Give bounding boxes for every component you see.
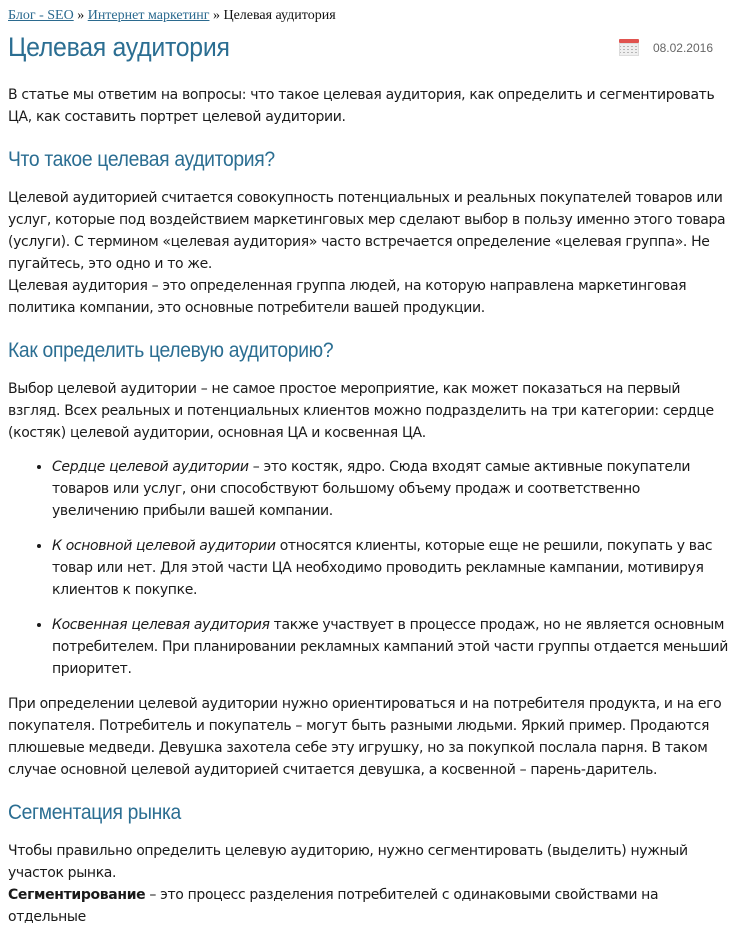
breadcrumb-separator: » [77,8,85,23]
definition-term: Сегментирование [8,887,146,903]
list-item-term: Косвенная целевая аудитория [52,617,270,633]
breadcrumb-current: Целевая аудитория [223,8,336,23]
list-item [52,456,730,522]
section-heading-segmentation: Сегментация рынка [8,801,181,824]
paragraph: При определении целевой аудитории нужно ориентироваться и на потребителя продукта, и на его покупателя. Потребитель и покупатель – могут быть разными людьми. Яркий пример. Продаются плюшевые медведи. Девушка захотела себе эту игрушку, но за покупкой послала парня. В таком случае основной целевой аудиторией считается девушка, а косвенной – парень-даритель. [8,696,722,778]
publish-date [619,39,713,56]
list-item [52,535,730,601]
definition-text: – это процесс разделения потребителей с одинаковыми свойствами на отдельные [8,887,659,925]
section-heading-how-to-define: Как определить целевую аудиторию? [8,339,334,362]
paragraph: Целевая аудитория – это определенная группа людей, на которую направлена маркетинговая политика компании, это основные потребители вашей продукции. [8,278,687,316]
breadcrumb [8,0,730,25]
date-text: 08.02.2016 [652,40,713,55]
list-item-text: также участвует в процессе продаж, но не является основным потребителем. При планировании рекламных кампаний этой части группы отдается меньший приоритет. [52,617,729,677]
paragraph: Выбор целевой аудитории – не самое простое мероприятие, как может показаться на первый взгляд. Всех реальных и потенциальных клиентов можно подразделить на три категории: сердце (костяк) целевой аудитории, основная ЦА и косвенная ЦА. [8,381,714,441]
list-item [52,614,730,680]
list-item-term: К основной целевой аудитории [52,538,276,554]
calendar-icon [619,39,639,56]
list-item-term: Сердце целевой аудитории [52,459,249,475]
intro-paragraph: В статье мы ответим на вопросы: что такое целевая аудитория, как определить и сегментировать ЦА, как составить портрет целевой аудитории. [8,87,715,125]
section-heading-what-is: Что такое целевая аудитория? [8,148,275,171]
list-item-text: – это костяк, ядро. Сюда входят самые активные покупатели товаров или услуг, они способствуют большому объему продаж и соответственно увеличению прибыли вашей компании. [52,459,691,519]
article-content [8,84,730,928]
paragraph: Чтобы правильно определить целевую аудиторию, нужно сегментировать (выделить) нужный участок рынка. [8,843,688,881]
breadcrumb-link-blog[interactable]: Блог - SEO [8,8,74,23]
breadcrumb-separator: » [212,8,220,23]
audience-categories-list [8,456,730,680]
page-title: Целевая аудитория [8,32,230,62]
paragraph: Целевой аудиторией считается совокупность потенциальных и реальных покупателей товаров или услуг, которые под воздействием маркетинговых мер сделают выбор в пользу именно этого товара (услуги). С термином «целевая аудитория» часто встречается определение «целевая группа». Не пугайтесь, это одно и то же. [8,190,726,272]
definition-paragraph [8,884,730,928]
title-row [8,25,730,75]
breadcrumb-link-category[interactable]: Интернет маркетинг [87,8,210,23]
list-item-text: относятся клиенты, которые еще не решили, покупать у вас товар или нет. Для этой части ЦА необходимо проводить рекламные кампании, мотивируя клиентов к покупке. [52,538,713,598]
